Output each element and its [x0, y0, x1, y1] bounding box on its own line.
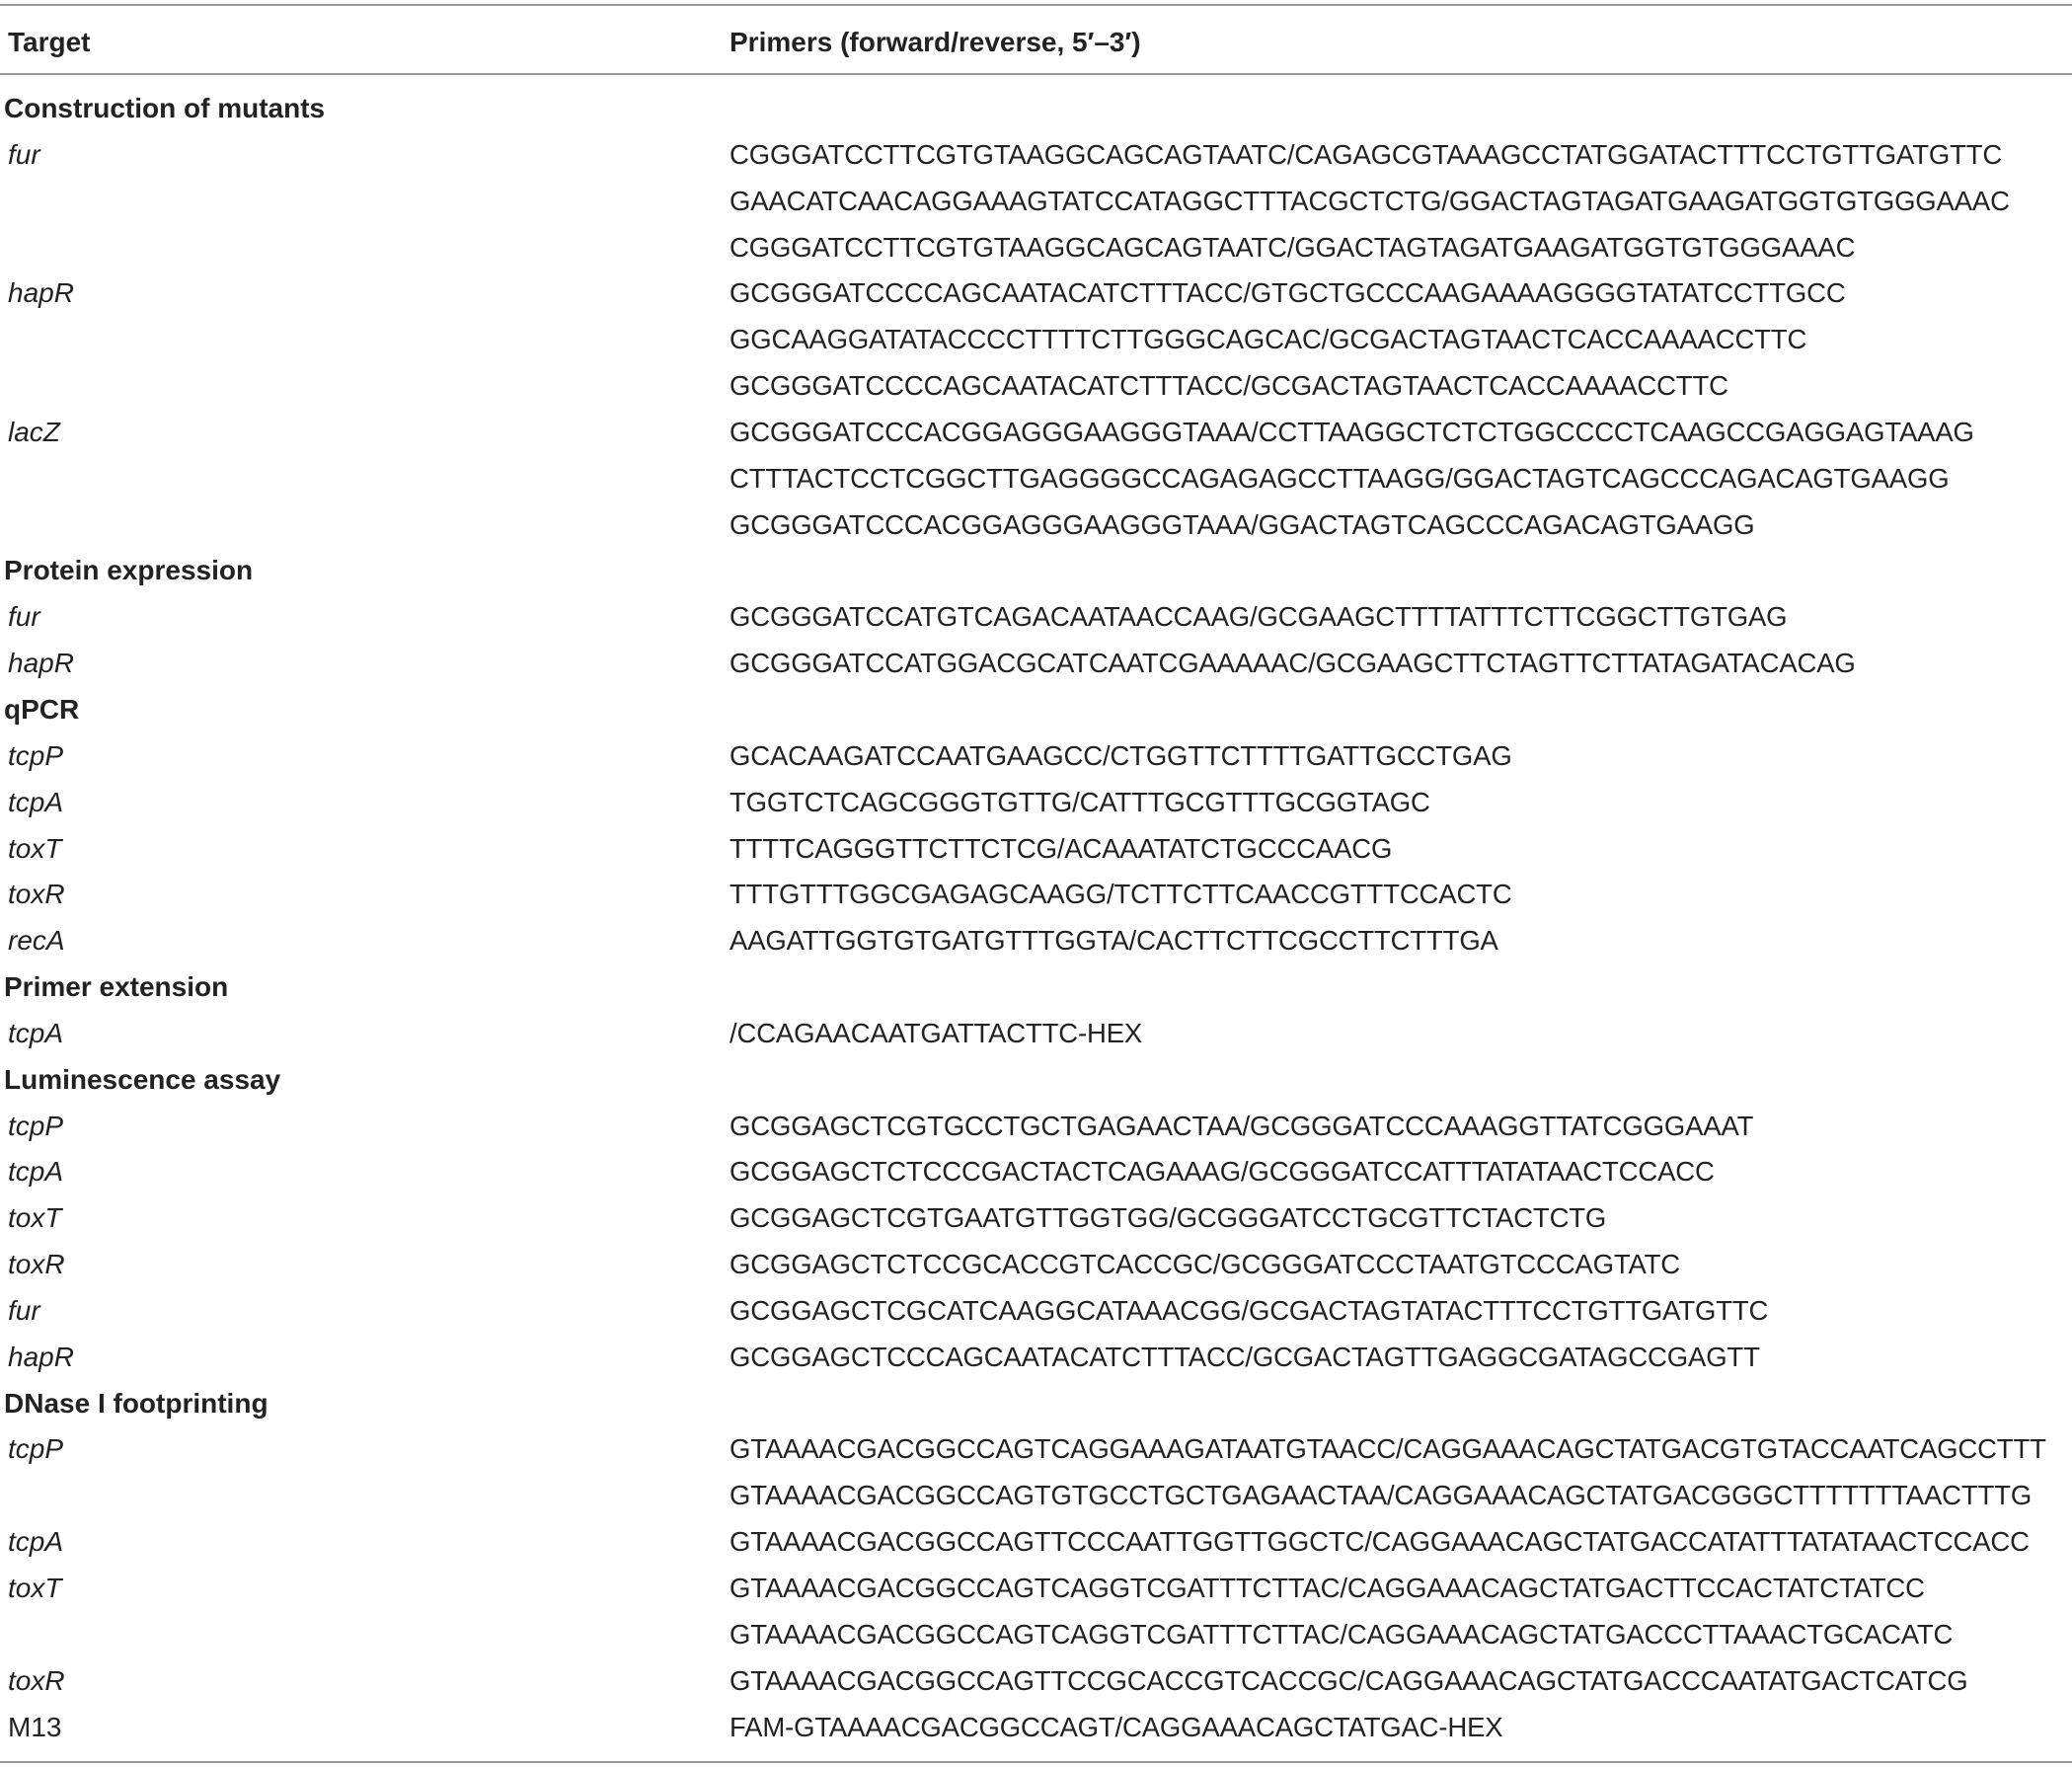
table-row [0, 917, 2072, 963]
table-row [0, 1287, 2072, 1334]
target-cell: toxT [8, 1573, 62, 1603]
table-header-rule [0, 73, 2072, 75]
target-cell: toxR [8, 1249, 65, 1280]
target-cell: tcpP [8, 739, 64, 771]
target-cell: tcpA [8, 786, 64, 817]
target-cell: fur [8, 1294, 40, 1326]
primer-cell: GCGGGATCCCACGGAGGGAAGGGTAAA/GGACTAGTCAGCCCAGACAGTGAAGG [729, 508, 1755, 540]
target-cell: tcpA [8, 1156, 64, 1188]
primer-cell: FAM-GTAAAACGACGGCCAGT/CAGGAAACAGCTATGAC-HEX [729, 1711, 1503, 1742]
table-row [0, 269, 2072, 316]
table-header-row [0, 4, 2072, 73]
primer-cell: GTAAAACGACGGCCAGTCAGGAAAGATAATGTAACC/CAGGAAACAGCTATGACGTGTACCAATCAGCCTTT [729, 1433, 2046, 1465]
table-row [0, 1657, 2072, 1704]
primer-cell: CTTTACTCCTCGGCTTGAGGGGCCAGAGAGCCTTAAGG/GGACTAGTCAGCCCAGACAGTGAAGG [729, 462, 1950, 494]
section-heading: Construction of mutants [4, 93, 326, 123]
primer-cell: GTAAAACGACGGCCAGTTCCCAATTGGTTGGCTC/CAGGAAACAGCTATGACCATATTTATATAACTCCACC [729, 1526, 2030, 1558]
target-cell: tcpA [8, 1526, 64, 1558]
table-row [0, 1103, 2072, 1149]
target-cell: toxR [8, 879, 65, 910]
table-row [0, 1010, 2072, 1056]
primer-cell: CGGGATCCTTCGTGTAAGGCAGCAGTAATC/CAGAGCGTAAAGCCTATGGATACTTTCCTGTTGATGTTC [729, 138, 2003, 170]
table-row [0, 316, 2072, 362]
table-row [0, 871, 2072, 917]
primer-cell: GCGGGATCCATGGACGCATCAATCGAAAAAC/GCGAAGCTTCTAGTTCTTATAGATACACAG [729, 648, 1856, 679]
section-heading: qPCR [4, 693, 80, 725]
target-cell: fur [8, 601, 40, 633]
section-heading: Protein expression [4, 555, 254, 586]
table-row [0, 362, 2072, 409]
target-cell: lacZ [8, 416, 60, 447]
primer-cell: GCGGGATCCCACGGAGGGAAGGGTAAA/CCTTAAGGCTCTCTGGCCCCTCAAGCCGAGGAGTAAAG [729, 416, 1974, 447]
primer-cell: TTTGTTTGGCGAGAGCAAGG/TCTTCTTCAACCGTTTCCACTC [729, 879, 1512, 910]
section-row [0, 963, 2072, 1010]
table-row [0, 1241, 2072, 1287]
primer-cell: GCGGGATCCATGTCAGACAATAACCAAG/GCGAAGCTTTTATTTCTTCGGCTTGTGAG [729, 601, 1788, 633]
section-row [0, 1056, 2072, 1103]
table-row [0, 131, 2072, 178]
target-cell: toxT [8, 1202, 62, 1234]
table-body [0, 85, 2072, 1749]
primer-cell: GCGGAGCTCGTGAATGTTGGTGG/GCGGGATCCTGCGTTCTACTCTG [729, 1202, 1607, 1234]
table-row [0, 409, 2072, 455]
table-row [0, 178, 2072, 224]
section-row [0, 547, 2072, 593]
target-cell: tcpP [8, 1433, 64, 1465]
section-heading: DNase I footprinting [4, 1387, 269, 1419]
section-row [0, 85, 2072, 131]
primer-cell: GCGGGATCCCCAGCAATACATCTTTACC/GTGCTGCCCAAGAAAAGGGGTATATCCTTGCC [729, 277, 1846, 309]
primer-cell: GTAAAACGACGGCCAGTCAGGTCGATTTCTTAC/CAGGAAACAGCTATGACTTCCACTATCTATCC [729, 1573, 1925, 1603]
target-cell: toxR [8, 1664, 65, 1696]
primer-cell: GCGGAGCTCGTGCCTGCTGAGAACTAA/GCGGGATCCCAAAGGTTATCGGGAAAT [729, 1110, 1754, 1141]
table-row [0, 1518, 2072, 1565]
table-row [0, 501, 2072, 548]
primer-cell: TTTTCAGGGTTCTTCTCG/ACAAATATCTGCCCAACG [729, 832, 1393, 864]
target-cell: tcpP [8, 1110, 64, 1141]
primer-cell: GCGGAGCTCTCCCGACTACTCAGAAAG/GCGGGATCCATTTATATAACTCCACC [729, 1156, 1715, 1188]
primer-cell: GAACATCAACAGGAAAGTATCCATAGGCTTTACGCTCTG/GGACTAGTAGATGAAGATGGTGTGGGAAAC [729, 185, 2010, 216]
primer-cell: /CCAGAACAATGATTACTTC-HEX [729, 1017, 1143, 1048]
target-cell: hapR [8, 648, 74, 679]
primer-cell: GTAAAACGACGGCCAGTCAGGTCGATTTCTTAC/CAGGAAACAGCTATGACCCTTAAACTGCACATC [729, 1618, 1954, 1650]
table-row [0, 455, 2072, 501]
target-cell: recA [8, 925, 65, 957]
table-row [0, 1472, 2072, 1518]
primer-cell: GCGGAGCTCGCATCAAGGCATAAACGG/GCGACTAGTATACTTTCCTGTTGATGTTC [729, 1294, 1769, 1326]
section-row [0, 686, 2072, 732]
table-row [0, 825, 2072, 872]
primer-cell: GCGGGATCCCCAGCAATACATCTTTACC/GCGACTAGTAACTCACCAAAACCTTC [729, 370, 1728, 402]
header-primers: Primers (forward/reverse, 5′–3′) [729, 27, 1141, 57]
table-row [0, 1194, 2072, 1241]
primer-cell: GTAAAACGACGGCCAGTTCCGCACCGTCACCGC/CAGGAAACAGCTATGACCCAATATGACTCATCG [729, 1664, 1968, 1696]
target-cell: hapR [8, 277, 74, 309]
primer-cell: GCACAAGATCCAATGAAGCC/CTGGTTCTTTTGATTGCCTGAG [729, 739, 1512, 771]
table-row [0, 1425, 2072, 1472]
primer-cell: GCGGAGCTCTCCGCACCGTCACCGC/GCGGGATCCCTAATGTCCCAGTATC [729, 1249, 1680, 1280]
table-bottom-rule [0, 1761, 2072, 1763]
table-row [0, 224, 2072, 270]
table-row [0, 1148, 2072, 1194]
section-row [0, 1380, 2072, 1426]
target-cell: hapR [8, 1341, 74, 1372]
table-row [0, 732, 2072, 779]
primer-cell: GCGGAGCTCCCAGCAATACATCTTTACC/GCGACTAGTTGAGGCGATAGCCGAGTT [729, 1341, 1760, 1372]
table-row [0, 640, 2072, 686]
table-row [0, 593, 2072, 640]
target-cell: fur [8, 138, 40, 170]
table-row [0, 779, 2072, 825]
primer-cell: AAGATTGGTGTGATGTTTGGTA/CACTTCTTCGCCTTCTTTGA [729, 925, 1498, 957]
table-row [0, 1704, 2072, 1750]
table-row [0, 1565, 2072, 1611]
target-cell: toxT [8, 832, 62, 864]
target-cell: M13 [8, 1711, 62, 1742]
primer-cell: TGGTCTCAGCGGGTGTTG/CATTTGCGTTTGCGGTAGC [729, 786, 1430, 817]
section-heading: Luminescence assay [4, 1063, 281, 1095]
primer-cell: GGCAAGGATATACCCCTTTTCTTGGGCAGCAC/GCGACTAGTAACTCACCAAAACCTTC [729, 324, 1807, 355]
header-target: Target [8, 27, 91, 57]
primer-cell: CGGGATCCTTCGTGTAAGGCAGCAGTAATC/GGACTAGTAGATGAAGATGGTGTGGGAAAC [729, 231, 1856, 263]
section-heading: Primer extension [4, 971, 229, 1003]
target-cell: tcpA [8, 1017, 64, 1048]
primer-cell: GTAAAACGACGGCCAGTGTGCCTGCTGAGAACTAA/CAGGAAACAGCTATGACGGGCTTTTTTTAACTTTG [729, 1480, 2033, 1511]
table-row [0, 1334, 2072, 1380]
table-row [0, 1611, 2072, 1657]
